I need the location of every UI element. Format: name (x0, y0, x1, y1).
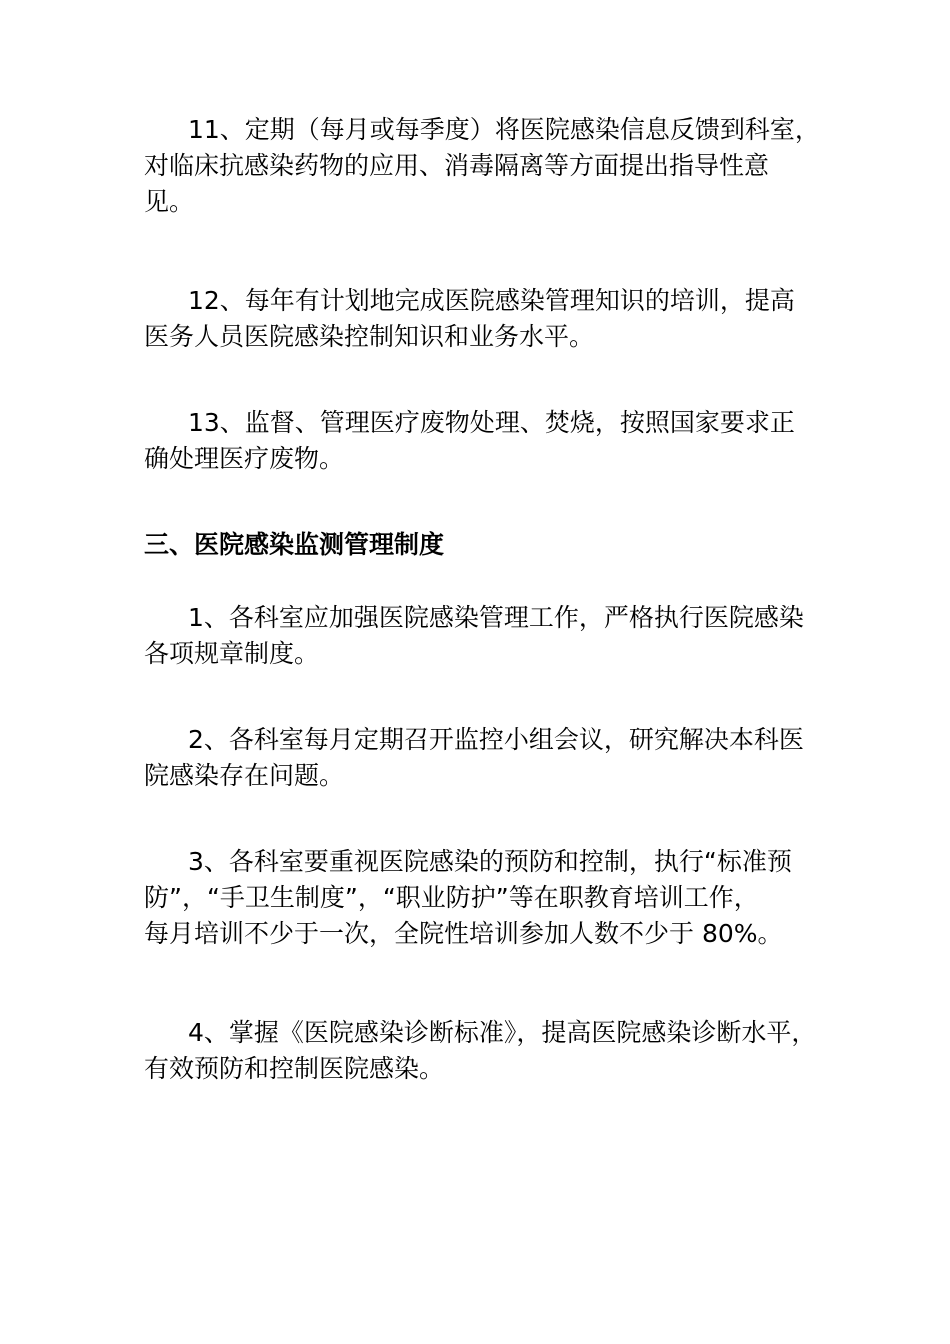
paragraph-line: 每月培训不少于一次，全院性培训参加人数不少于 80%。 (144, 919, 783, 948)
paragraph-item-12 (144, 283, 824, 355)
paragraph-line: 1、各科室应加强医院感染管理工作，严格执行医院感染 (188, 603, 804, 632)
paragraph-line: 防”，“手卫生制度”，“职业防护”等在职教育培训工作， (144, 883, 759, 912)
section-paragraph-4 (144, 1015, 824, 1087)
paragraph-line: 2、各科室每月定期召开监控小组会议，研究解决本科医 (188, 725, 804, 754)
section-heading: 三、医院感染监测管理制度 (144, 530, 445, 559)
paragraph-line: 3、各科室要重视医院感染的预防和控制，执行“标准预 (188, 847, 792, 876)
section-paragraph-1 (144, 600, 824, 672)
paragraph-line: 12、每年有计划地完成医院感染管理知识的培训，提高 (188, 286, 795, 315)
paragraph-line: 11、定期（每月或每季度）将医院感染信息反馈到科室， (188, 115, 820, 144)
paragraph-line: 对临床抗感染药物的应用、消毒隔离等方面提出指导性意 (144, 151, 770, 180)
paragraph-line: 见。 (144, 187, 195, 216)
paragraph-line: 各项规章制度。 (144, 639, 320, 668)
paragraph-line: 确处理医疗废物。 (144, 444, 345, 473)
paragraph-line: 13、监督、管理医疗废物处理、焚烧，按照国家要求正 (188, 408, 795, 437)
paragraph-line: 4、掌握《医院感染诊断标准》，提高医院感染诊断水平， (188, 1018, 817, 1047)
paragraph-line: 院感染存在问题。 (144, 761, 345, 790)
paragraph-line: 医务人员医院感染控制知识和业务水平。 (144, 322, 595, 351)
section-paragraph-3 (144, 844, 824, 952)
paragraph-item-13 (144, 405, 824, 477)
paragraph-line: 有效预防和控制医院感染。 (144, 1054, 445, 1083)
section-paragraph-2 (144, 722, 824, 794)
section-heading-block (144, 527, 824, 563)
paragraph-item-11 (144, 112, 824, 220)
